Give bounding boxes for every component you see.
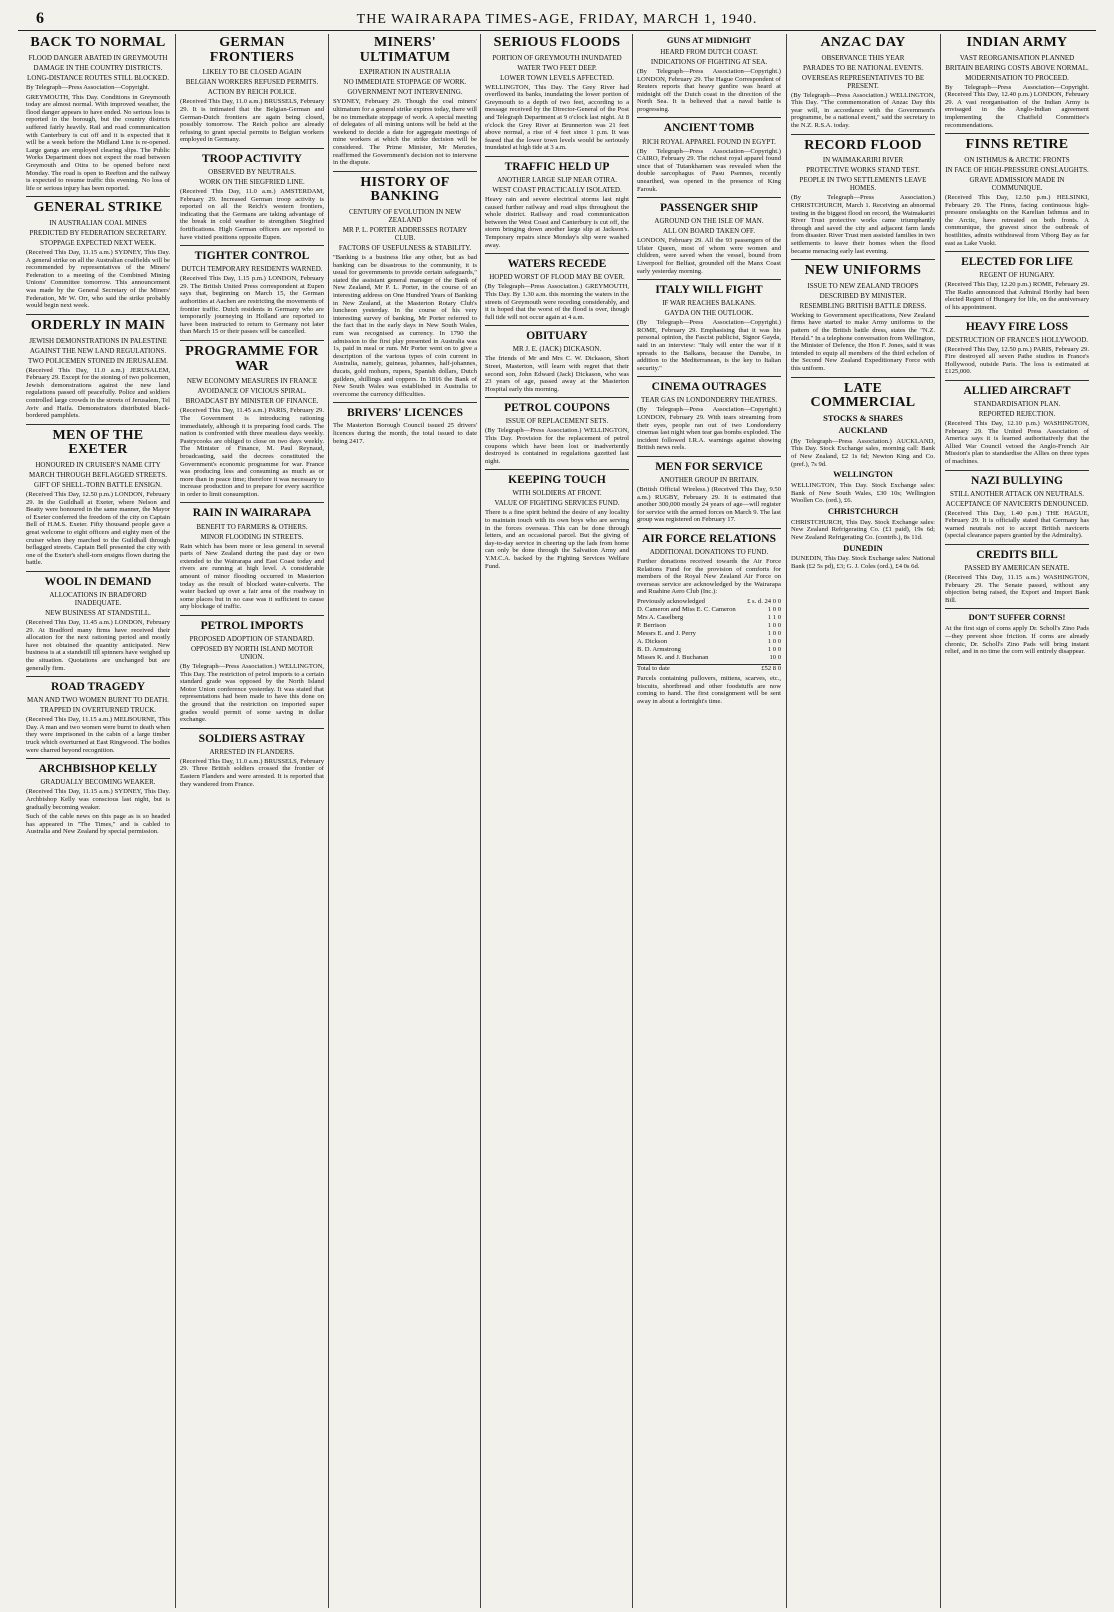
column-1 [26, 34, 170, 1608]
article-body: (Received This Day, 11.15 a.m.) MELBOURNE, This Day. A man and two women were burnt to death when they were imprisoned in the cabin of a large timber truck which overturned at East Ringwood. The bodies were charred beyond recognition. [26, 716, 170, 754]
donation-row: A. Dickson 1 0 0 [637, 638, 781, 646]
article-body: (Received This Day, 11.15 a.m.) SYDNEY, This Day. Archbishop Kelly was conscious last night, but is gradually becoming weaker. [26, 788, 170, 811]
headline: OBITUARY [526, 330, 588, 343]
subheading: DESCRIBED BY MINISTER. [819, 291, 907, 300]
article-body: (By Telegraph—Press Association—Copyright.) ROME, February 29. Emphasising that it was his personal opinion, the Fascist publicist, Signor Gayda, said in an interview: "Italy will enter the war if it spreads to the Balkans, because the Danube, in addition to the Mediterranean, is the key to Italian security." [637, 319, 781, 372]
article-body: WELLINGTON, This Day. The Grey River had overflowed its banks, inundating the lower portion of Greymouth to a depth of two feet, according to a message received by the Director-General of the Post and Telegraph Department at 9 o'clock last night. At 8 o'clock the Grey River at Brunnerton was 21 feet above normal, a rise of 4 feet since 1 p.m. It was feared that the lower town levels would be seriously inundated at high tide at 3 a.m. [485, 83, 629, 152]
subheading: GIFT OF SHELL-TORN BATTLE ENSIGN. [34, 481, 162, 490]
divider [945, 380, 1089, 381]
headline: ANCIENT TOMB [663, 122, 755, 135]
article-body: (Received This Day, 12.20 p.m.) ROME, February 29. The Radio announced that Admiral Horthy had been elected Regent of Hungary for life, on the anniversary of his appointment. [945, 281, 1089, 311]
article-body: (Received This Day, 11.15 a.m.) WASHINGTON, February 29. The Senate passed, without any objection being raised, the Export and Import Bank Bill. [945, 574, 1089, 604]
subheading: ARRESTED IN FLANDERS. [209, 747, 295, 756]
subheading: LIKELY TO BE CLOSED AGAIN [202, 68, 302, 77]
article-body: (Received This Day, 11.45 a.m.) PARIS, February 29. The Government is introducing rationing immediately, although it is preparing food cards. The nation is confronted with three meatless days weekly. Pastrycooks are obliged to close on two days weekly. The Minister of Finance, M. Paul Reynaud, broadcasting, said the decrees constituted the Government's economic programme for war. France was producing less and consuming as much as or more than in peace time; therefore it was necessary to increase production and to prepare for every sacrifice in order to limit consumption. [180, 407, 324, 498]
donation-row: P. Berrison 1 0 0 [637, 622, 781, 630]
article-body: CHRISTCHURCH, This Day. Stock Exchange sales: New Zealand Refrigerating Co. (£1 paid), 19s 6d; New Zealand Refrigerating Co. (contrib.), 8s 11d. [791, 518, 935, 541]
divider [637, 376, 781, 377]
subheading: WITH SOLDIERS AT FRONT. [512, 489, 602, 498]
divider [485, 253, 629, 254]
article-body: The Masterton Borough Council issued 25 drivers' licences during the month, the total issued to date being 2417. [333, 422, 477, 445]
advert-body: At the first sign of corns apply Dr. Scholl's Zino Pads—they prevent shoe friction. If corns are already chronic, Dr. Scholl's Zino Pads will bring instant relief, and in no time the corn will entirely disappear. [945, 625, 1089, 656]
headline: ORDERLY IN MAIN [30, 317, 166, 333]
subheading: TEAR GAS IN LONDONDERRY THEATRES. [641, 396, 777, 405]
advert-heading: DON'T SUFFER CORNS! [968, 612, 1066, 623]
subheading: TRAPPED IN OVERTURNED TRUCK. [39, 706, 157, 715]
subheading: WELLINGTON [833, 469, 893, 480]
column-rule [480, 34, 481, 1608]
subheading: MR P. L. PORTER ADDRESSES ROTARY CLUB. [342, 226, 468, 243]
subheading: FLOOD DANGER ABATED IN GREYMOUTH [28, 53, 168, 62]
divider [485, 469, 629, 470]
subheading: STOPPAGE EXPECTED NEXT WEEK. [39, 239, 157, 248]
press-credit: By Telegraph—Press Association—Copyright. [26, 83, 150, 91]
article-body: There is a fine spirit behind the desire of any locality to maintain touch with its own boys who are serving in the forces overseas. This can be done through letters, and an occasional parcel. But the giving of day-to-day service in cheering up the lads from home can only be done through the Salvation Army and Y.M.C.A. backed by the Fighting Services Welfare Fund. [485, 509, 629, 570]
subheading: PREDICTED BY FEDERATION SECRETARY. [29, 229, 167, 238]
divider [26, 758, 170, 759]
column-rule [175, 34, 176, 1608]
headline: TRAFFIC HELD UP [504, 161, 610, 174]
masthead [18, 8, 1096, 31]
headline: ARCHBISHOP KELLY [38, 763, 158, 776]
subheading: MARCH THROUGH BEFLAGGED STREETS. [29, 471, 167, 480]
article-body: (By Telegraph—Press Association.) WELLINGTON, This Day. Provision for the replacement of petrol coupons which have been lost or inadvertently destroyed is contained in regulations gazetted last night. [485, 427, 629, 465]
subheading: RICH ROYAL APPAREL FOUND IN EGYPT. [642, 137, 776, 146]
headline: BACK TO NORMAL [30, 35, 166, 50]
divider [637, 279, 781, 280]
subheading: IN WAIMAKARIRI RIVER [822, 156, 904, 165]
subheading: MAN AND TWO WOMEN BURNT TO DEATH. [27, 696, 169, 705]
article-body: (British Official Wireless.) (Received This Day, 9.50 a.m.) RUGBY, February 29. It is estimated that another 300,000 mostly 24 years of age—will register for service with the armed forces on March 9. The last group was registered on February 17. [637, 486, 781, 524]
article-body: WELLINGTON, This Day. Stock Exchange sales: Bank of New South Wales, £30 10s; Wellington Woollen Co. (ord.), £6. [791, 482, 935, 505]
subheading: AVOIDANCE OF VICIOUS SPIRAL. [197, 387, 307, 396]
subheading: BRITAIN BEARING COSTS ABOVE NORMAL. [945, 63, 1089, 72]
subheading: MINOR FLOODING IN STREETS. [200, 532, 304, 541]
subheading: PASSED BY AMERICAN SENATE. [964, 564, 1070, 573]
donation-row: Messrs E. and J. Perry 1 0 0 [637, 630, 781, 638]
divider [180, 245, 324, 246]
divider [180, 615, 324, 616]
headline: BRIVERS' LICENCES [347, 407, 463, 420]
column-rule [786, 34, 787, 1608]
column-rule [632, 34, 633, 1608]
article-body: (Received This Day, 11.0 a.m.) BRUSSELS, February 29. Three British soldiers crossed the frontier of Eastern Flanders and were arrested. It is reported that they wandered from France. [180, 757, 324, 788]
article-body: Parcels containing pullovers, mittens, scarves, etc., biscuits, shortbread and other foodstuffs are now coming to hand. The first consignment will be sent away in about a fortnight's time. [637, 675, 781, 705]
subheading: BELGIAN WORKERS REFUSED PERMITS. [185, 78, 319, 87]
subheading: CHRISTCHURCH [827, 505, 899, 516]
article-body: "Banking is a business like any other, but as bad banking can be disastrous to the community, it is usual for governments to provide certain safeguards," stated the assistant general manager of the Bank of New Zealand, Mr P. L. Porter, in the course of an interesting address on One Hundred Years of Banking in New Zealand, at the Masterton Rotary Club's luncheon yesterday. In the course of his very interesting survey of banking, Mr Porter referred to the fact that in the early days in New South Wales, rum was recognised as currency. In 1790 the admission to the first play presented in Australia was 1s, paid in meal or rum. Mr Porter went on to give a description of the various types of coin current in Australia, namely, guineas, johannes, half-johannes, ducats, gold mohurs, rupees, Spanish dollars, Dutch guilders, shillings and coppers. In 1816 the Bank of New South Wales was established in Australia to overcome the currency difficulties. [333, 254, 477, 398]
subheading: ALLOCATIONS IN BRADFORD INADEQUATE. [49, 591, 147, 608]
subheading: ANOTHER LARGE SLIP NEAR OTIRA. [496, 176, 618, 185]
article-body: (By Telegraph—Press Association.) GREYMOUTH, This Day. By 1.30 a.m. this morning the waters in the streets of Greymouth were receding considerably, and it is hoped that the worst of the flood is over, though full tide will not occur again at 4 a.m. [485, 283, 629, 321]
subheading: ADDITIONAL DONATIONS TO FUND. [649, 548, 769, 557]
donation-row: Previously acknowledged £ s. d. 24 0 0 [637, 598, 781, 606]
article-body: By Telegraph—Press Association—Copyright. (Received This Day, 12.40 p.m.) LONDON, February 29. A vast reorganisation of the Indian Army is envisaged in the Anglo-Indian agreement implementing the Chatfield Committee's recommendations. [945, 83, 1089, 129]
page-number: 6 [36, 10, 44, 27]
headline: RECORD FLOOD [804, 137, 922, 153]
subheading: HONOURED IN CRUISER'S NAME CITY [35, 461, 161, 470]
divider [333, 402, 477, 403]
article-body: (Received This Day, 12.50 p.m.) HELSINKI, February 29. The Finns, facing continuous high-pressure onslaughts on the Karelian Isthmus and in the Arctic, have retreated on both fronts. A communique, the gravest since the outbreak of hostilities, admits withdrawal from Viborg Bay as far east as Lake Vuoki. [945, 193, 1089, 247]
column-5 [637, 34, 781, 1608]
subheading: ALL ON BOARD TAKEN OFF. [662, 227, 756, 236]
donation-row: B. D. Armstrong 1 0 0 [637, 646, 781, 654]
subheading: IN FACE OF HIGH-PRESSURE ONSLAUGHTS. [945, 165, 1089, 174]
headline: RAIN IN WAIRARAPA [192, 507, 312, 520]
headline: TIGHTER CONTROL [194, 250, 310, 263]
article-body: (By Telegraph—Press Association.) AUCKLAND, This Day. Stock Exchange sales, morning call: Bank of New Zealand, £2 1s 6d; Newton King and Co. (pref.), 7s 9d. [791, 437, 935, 468]
subheading: DUNEDIN [843, 542, 883, 553]
subheading: CENTURY OF EVOLUTION IN NEW ZEALAND [348, 208, 462, 225]
subheading: PORTION OF GREYMOUTH INUNDATED [492, 53, 622, 62]
subheading: NO IMMEDIATE STOPPAGE OF WORK. [343, 78, 467, 87]
subheading: INDICATIONS OF FIGHTING AT SEA. [650, 57, 768, 66]
headline: HEAVY FIRE LOSS [965, 320, 1069, 333]
headline: FINNS RETIRE [965, 137, 1069, 153]
subheading: GAYDA ON THE OUTLOOK. [664, 309, 754, 318]
divider [180, 502, 324, 503]
article-body: Further donations received towards the Air Force Relations Fund for the provision of comforts for members of the Royal New Zealand Air Force on overseas service are acknowledged by the Wairarapa and Ruahine Aero Club (Inc.): [637, 558, 781, 596]
article-body: (Received This Day, 11.0 a.m.) JERUSALEM, February 29. Except for the stoning of two policemen, Jewish demonstrations against the new land regulations passed off peacefully. Police and soldiers controlled large crowds in the streets of Jerusalem, Tel Aviv and Haifa. Demonstrators distributed black-bordered pamphlets. [26, 366, 170, 420]
subheading: ISSUE TO NEW ZEALAND TROOPS [807, 281, 919, 290]
subheading: DESTRUCTION OF FRANCE'S HOLLYWOOD. [945, 335, 1089, 344]
headline: MINERS' ULTIMATUM [359, 35, 451, 65]
divider [26, 676, 170, 677]
subheading: VAST REORGANISATION PLANNED [959, 53, 1075, 62]
subheading: OBSERVANCE THIS YEAR [821, 53, 905, 62]
divider [26, 196, 170, 197]
divider [945, 316, 1089, 317]
headline: PROGRAMME FOR WAR [185, 343, 319, 374]
divider [26, 424, 170, 425]
divider [637, 197, 781, 198]
article-body: Heavy rain and severe electrical storms last night caused further railway and road slips throughout the whole district. Railway and road communication between the West Coast and Canterbury is cut off, the storm bringing down another large slip at Jackson's. Temporary repairs since Monday's slip were washed away. [485, 196, 629, 249]
donation-total: Total to date £52 8 0 [637, 665, 781, 673]
headline: TROOP ACTIVITY [201, 152, 302, 165]
subheading: IF WAR REACHES BALKANS. [662, 299, 756, 308]
headline: LATE COMMERCIAL [810, 380, 916, 411]
subheading: PEOPLE IN TWO SETTLEMENTS LEAVE HOMES. [799, 176, 927, 193]
subheading: REPORTED REJECTION. [978, 410, 1056, 419]
headline: PETROL IMPORTS [200, 619, 304, 632]
divider [945, 470, 1089, 471]
subheading: BROADCAST BY MINISTER OF FINANCE. [185, 397, 319, 406]
subheading: ANOTHER GROUP IN BRITAIN. [659, 476, 759, 485]
article-body: (By Telegraph—Press Association.) CHRISTCHURCH, March 1. Receiving an abnormal testing in the biggest flood on record, the Waimakariri River Trust protective works came triumphantly through and saved the city and adjacent farm lands from disaster. River Trust men assisted families in two settlements to leave their homes when the flood became menacing early last evening. [791, 194, 935, 255]
subheading: AGROUND ON THE ISLE OF MAN. [654, 217, 764, 226]
column-6 [791, 34, 935, 1608]
subheading: NEW BUSINESS AT STANDSTILL. [45, 609, 151, 618]
subheading: PROPOSED ADOPTION OF STANDARD. [189, 634, 315, 643]
divider [791, 259, 935, 260]
subheading: OBSERVED BY NEUTRALS. [208, 168, 296, 176]
subheading: BENEFIT TO FARMERS & OTHERS. [196, 522, 308, 531]
article-body: (By Telegraph—Press Association—Copyright.) LONDON, February 29. With tears streaming from their eyes, people ran out of two Londonderry cinemas last night when tear gas bombs exploded. The incident followed I.R.A. warnings against showing British news reels. [637, 406, 781, 452]
divider [945, 133, 1089, 134]
subheading: ISSUE OF REPLACEMENT SETS. [505, 417, 609, 426]
headline: ROAD TRAGEDY [50, 681, 146, 694]
subheading: MODERNISATION TO PROCEED. [965, 73, 1069, 82]
article-body: (By Telegraph—Press Association.) WELLINGTON, This Day. "The commemoration of Anzac Day this year will, in accordance with the Government's programme, be a national event," said the secretary to the N.Z. R.S.A. today. [791, 91, 935, 130]
article-body: (Received This Day, 11.15 a.m.) SYDNEY, This Day. A general strike on all the Australian coalfields will be recommended by representatives of the Miners' Federation to a meeting of the Combined Mining Unions' Committee tomorrow. This announcement was made by the General Secretary of the Miners' Federation, Mr W. Orr, who said the strike probably would begin next week. [26, 249, 170, 310]
headline: SOLDIERS ASTRAY [198, 732, 306, 745]
divider [26, 571, 170, 572]
donation-row: D. Cameron and Miss E. C. Cameron 1 0 0 [637, 606, 781, 614]
subheading: HEARD FROM DUTCH COAST. [660, 47, 758, 56]
headline: CINEMA OUTRAGES [651, 381, 767, 394]
headline: WOOL IN DEMAND [44, 576, 152, 588]
subheading: WATER TWO FEET DEEP. [517, 63, 597, 72]
column-rule [328, 34, 329, 1608]
column-3 [333, 34, 477, 1608]
article-body: (Received This Day, 12.50 p.m.) LONDON, February 29. In the Guildhall at Exeter, where Nelson and Beatty were honoured in the same manner, the Mayor of Exeter conferred the freedom of the city on Captain Bell of H.M.S. Exeter. Fifty thousand people gave a great welcome to eight officers and eighty men of the cruiser when they marched to the Guildhall through beflagged streets. Captain Bell presented the city with one of the Exeter's shell-torn ensigns flown during the battle. [26, 491, 170, 567]
divider [180, 340, 324, 341]
article-body: (Received This Day, 11.0 a.m.) AMSTERDAM, February 29. Increased German troop activity is reported on all the Reich's western frontiers, indicating that the Germans are taking advantage of the break in cold weather to strengthen Siegfried fortifications. High German officers are reported to have visited positions opposite Eupen. [180, 188, 324, 241]
divider [485, 156, 629, 157]
subheading: STANDARDISATION PLAN. [973, 400, 1061, 409]
subheading: DAMAGE IN THE COUNTRY DISTRICTS. [33, 63, 163, 72]
subheading: HOPED WORST OF FLOOD MAY BE OVER. [489, 273, 625, 282]
headline: ELECTED FOR LIFE [961, 256, 1073, 269]
subheading: AUCKLAND [838, 424, 888, 435]
subheading: EXPIRATION IN AUSTRALIA [359, 68, 451, 77]
article-body: Rain which has been more or less general in several parts of New Zealand during the past day or two extended to the Wairarapa and East Coast today and rivers are running at high level. A considerable amount of minor flooding occurred in Masterton today as the result of blocked water-culverts. The water backed up over a fair area of the roadway in some places but in no case was it sufficient to cause any blockage of traffic. [180, 542, 324, 611]
subheading: NEW ECONOMY MEASURES IN FRANCE [186, 377, 318, 386]
divider [945, 608, 1089, 609]
headline: HISTORY OF BANKING [360, 174, 450, 205]
headline: MEN OF THE EXETER [52, 427, 144, 458]
subheading: AGAINST THE NEW LAND REGULATIONS. [29, 346, 167, 355]
subheading: LONG-DISTANCE ROUTES STILL BLOCKED. [27, 73, 169, 82]
article-body: (Received This Day, 11.45 a.m.) LONDON, February 29. At Bradford many firms have received their allocation for the next rationing period and mostly have not obtained the quantity anticipated. New business is at a standstill till spinners have weighed up the situation. Quotations are unchanged but are generally firm. [26, 619, 170, 672]
subheading: STOCKS & SHARES [823, 412, 903, 423]
column-rule [940, 34, 941, 1608]
divider [791, 134, 935, 135]
headline: PETROL COUPONS [504, 402, 610, 415]
headline: ALLIED AIRCRAFT [963, 384, 1071, 397]
subheading: VALUE OF FIGHTING SERVICES FUND. [494, 499, 620, 508]
subheading: MR J. E. (JACK) DICKASON. [512, 345, 602, 354]
divider [180, 148, 324, 149]
subheading: WEST COAST PRACTICALLY ISOLATED. [492, 186, 622, 195]
divider [485, 325, 629, 326]
divider [945, 544, 1089, 545]
donation-list [637, 598, 781, 673]
headline: GUNS AT MIDNIGHT [666, 35, 752, 45]
subheading: OPPOSED BY NORTH ISLAND MOTOR UNION. [190, 644, 314, 661]
article-body: (Received This Day, 12.50 p.m.) PARIS, February 29. Fire destroyed all seven Pathe studios in France's Hollywood, outside Paris. The loss is estimated at £125,000. [945, 345, 1089, 376]
article-body: (By Telegraph—Press Association—Copyright.) LONDON, February 29. The Hague Correspondent of Reuters reports that heavy gunfire was heard at midnight off the Dutch coast in the direction of the North Sea. It is believed that a naval battle is progressing. [637, 67, 781, 113]
headline: GERMAN FRONTIERS [209, 35, 295, 65]
subheading: WORK ON THE SIEGFRIED LINE. [199, 178, 305, 186]
subheading: LOWER TOWN LEVELS AFFECTED. [500, 73, 614, 82]
subheading: JEWISH DEMONSTRATIONS IN PALESTINE [29, 336, 167, 345]
subheading: GOVERNMENT NOT INTERVENING. [347, 88, 463, 97]
divider [637, 528, 781, 529]
headline: WATERS RECEDE [507, 258, 607, 271]
article-body: (Received This Day, 1.40 p.m.) THE HAGUE, February 29. It is officially stated that Germany has warned neutrals not to accept British navicerts (special clearance papers granted by the Admiralty). [945, 509, 1089, 540]
divider [26, 314, 170, 315]
article-body: Working to Government specifications, New Zealand firms have started to make Army uniforms to the pattern of the British battle dress, states the "N.Z. Herald." In a telephone conversation from Wellington, the Minister of Defence, the Hon F. Jones, said it was intended to equip all members of the third echelon of the Second New Zealand Expeditionary Force with this uniform. [791, 311, 935, 372]
subheading: RESEMBLING BRITISH BATTLE DRESS. [799, 301, 927, 310]
headline: MEN FOR SERVICE [655, 460, 763, 473]
headline: CREDITS BILL [976, 549, 1058, 562]
subheading: OVERSEAS REPRESENTATIVES TO BE PRESENT. [801, 73, 925, 90]
divider [637, 117, 781, 118]
headline: ANZAC DAY [820, 35, 906, 50]
subheading: ACCEPTANCE OF NAVICERTS DENOUNCED. [945, 499, 1089, 508]
article-body: (Received This Day, 11.0 a.m.) BRUSSELS, February 29. It is intimated that the Belgian-German and German-Dutch frontiers are again being closed, possibly tomorrow. The Reich police are already refusing to grant special permits to Belgian workers employed in Germany. [180, 98, 324, 144]
column-2 [180, 34, 324, 1608]
article-body: (Received This Day, 1.15 p.m.) LONDON, February 29. The British United Press correspondent at Eupen says that, beginning on March 15, the German authorities at Aachen are restricting the movements of frontier traffic. Dutch residents in Germany who are temporarily journeying in Holland are reported to have been instructed to return to Germany not later than March 15 or their passes will be cancelled. [180, 275, 324, 336]
article-body: LONDON, February 29. All the 93 passengers of the Ulster Queen, most of whom were women and children, were saved when the vessel, bound from Liverpool for Belfast, grounded off the Manx Coast early yesterday morning. [637, 237, 781, 275]
article-body: GREYMOUTH, This Day. Conditions in Greymouth today are almost normal. With improved weather, the flood danger appears to have ended. No serious loss is reported in the borough, but the country districts suffered fairly heavily. Rail and road communication with Canterbury is cut off and it is expected that it will be a week before the Midland Line is re-opened. Large gangs are employed clearing slips. The Public Works Department does not expect the road between Greymouth and Otira to be opened before next Monday. The road is open to Reefton and the railway is expected to resume traffic this evening. No loss of life or serious injury has been reported. [26, 93, 170, 192]
article-body: DUNEDIN, This Day. Stock Exchange sales: National Bank (£2 5s pd), £3; G. J. Coles (ord.), £4 0s 6d. [791, 555, 935, 571]
subheading: PARADES TO BE NATIONAL EVENTS. [803, 63, 923, 72]
article-body: SYDNEY, February 29. Though the coal miners' ultimatum for a general strike expires today, there will be no immediate stoppage of work. A special meeting of delegates of all mining unions will be held at the weekend to decide a date for aggregate meetings of mine workers at which the strike decision will be considered. The Prime Minister, Mr Menzies, reaffirmed the Government's decision not to intervene in the dispute. [333, 98, 477, 167]
column-4 [485, 34, 629, 1608]
article-body: (By Telegraph—Press Association.) WELLINGTON, This Day. The restriction of petrol imports to a certain standard grade was opposed by the North Island Motor Union conference yesterday. It was stated that representations had been made to have this done on the ground that the restriction on imported super grades would permit of some saving in dollar exchange. [180, 662, 324, 724]
divider [791, 377, 935, 378]
subheading: TWO POLICEMEN STONED IN JERUSALEM. [27, 356, 169, 365]
headline: INDIAN ARMY [966, 35, 1068, 50]
headline: PASSENGER SHIP [660, 202, 758, 215]
subheading: DUTCH TEMPORARY RESIDENTS WARNED. [181, 265, 323, 274]
headline: ITALY WILL FIGHT [655, 284, 763, 297]
article-body: (By Telegraph—Press Association—Copyright.) CAIRO, February 29. The richest royal apparel found since that of Tutankhamen was revealed when the double sarcophagus of Pasu Psennes, recently unearthed, was opened in the presence of King Farouk. [637, 147, 781, 193]
article-body: (Received This Day, 12.10 p.m.) WASHINGTON, February 29. The United Press Association of America says it is learned authoritatively that the Allied War Council vetoed the Anglo-French Air Mission's plan to standardise the Allies on three types of machines. [945, 420, 1089, 465]
donation-row: Mrs A. Caselberg 1 1 0 [637, 614, 781, 622]
subheading: ON ISTHMUS & ARCTIC FRONTS [964, 155, 1070, 164]
newspaper-title: THE WAIRARAPA TIMES-AGE, FRIDAY, MARCH 1, 1940. [356, 12, 758, 27]
subheading: PROTECTIVE WORKS STAND TEST. [806, 166, 920, 175]
divider [333, 171, 477, 172]
subheading: FACTORS OF USEFULNESS & STABILITY. [338, 244, 472, 253]
footnote: Such of the cable news on this page as is so headed has appeared in "The Times," and is cabled to Australia and New Zealand by special permission. [26, 813, 170, 836]
subheading: REGENT OF HUNGARY. [979, 271, 1055, 280]
subheading: STILL ANOTHER ATTACK ON NEUTRALS. [950, 489, 1084, 498]
headline: GENERAL STRIKE [33, 200, 163, 216]
article-body: The friends of Mr and Mrs C. W. Dickason, Short Street, Masterton, will learn with regret that their second son, John Edward (Jack) Dickason, who was 23 years of age, passed away at the Masterton Hospital early this morning. [485, 355, 629, 393]
divider [637, 456, 781, 457]
divider [180, 728, 324, 729]
subheading: GRADUALLY BECOMING WEAKER. [40, 778, 156, 787]
divider [945, 251, 1089, 252]
headline: SERIOUS FLOODS [493, 35, 621, 50]
headline: AIR FORCE RELATIONS [642, 533, 776, 546]
subheading: IN AUSTRALIAN COAL MINES [49, 219, 147, 228]
headline: NAZI BULLYING [971, 474, 1063, 487]
divider [485, 397, 629, 398]
subheading: GRAVE ADMISSION MADE IN COMMUNIQUE. [969, 175, 1065, 192]
headline: KEEPING TOUCH [508, 474, 606, 487]
column-7 [945, 34, 1089, 1608]
headline: NEW UNIFORMS [804, 263, 922, 279]
donation-row: Misses K. and J. Buchanan 10 0 [637, 654, 781, 662]
subheading: ACTION BY REICH POLICE. [207, 88, 297, 97]
